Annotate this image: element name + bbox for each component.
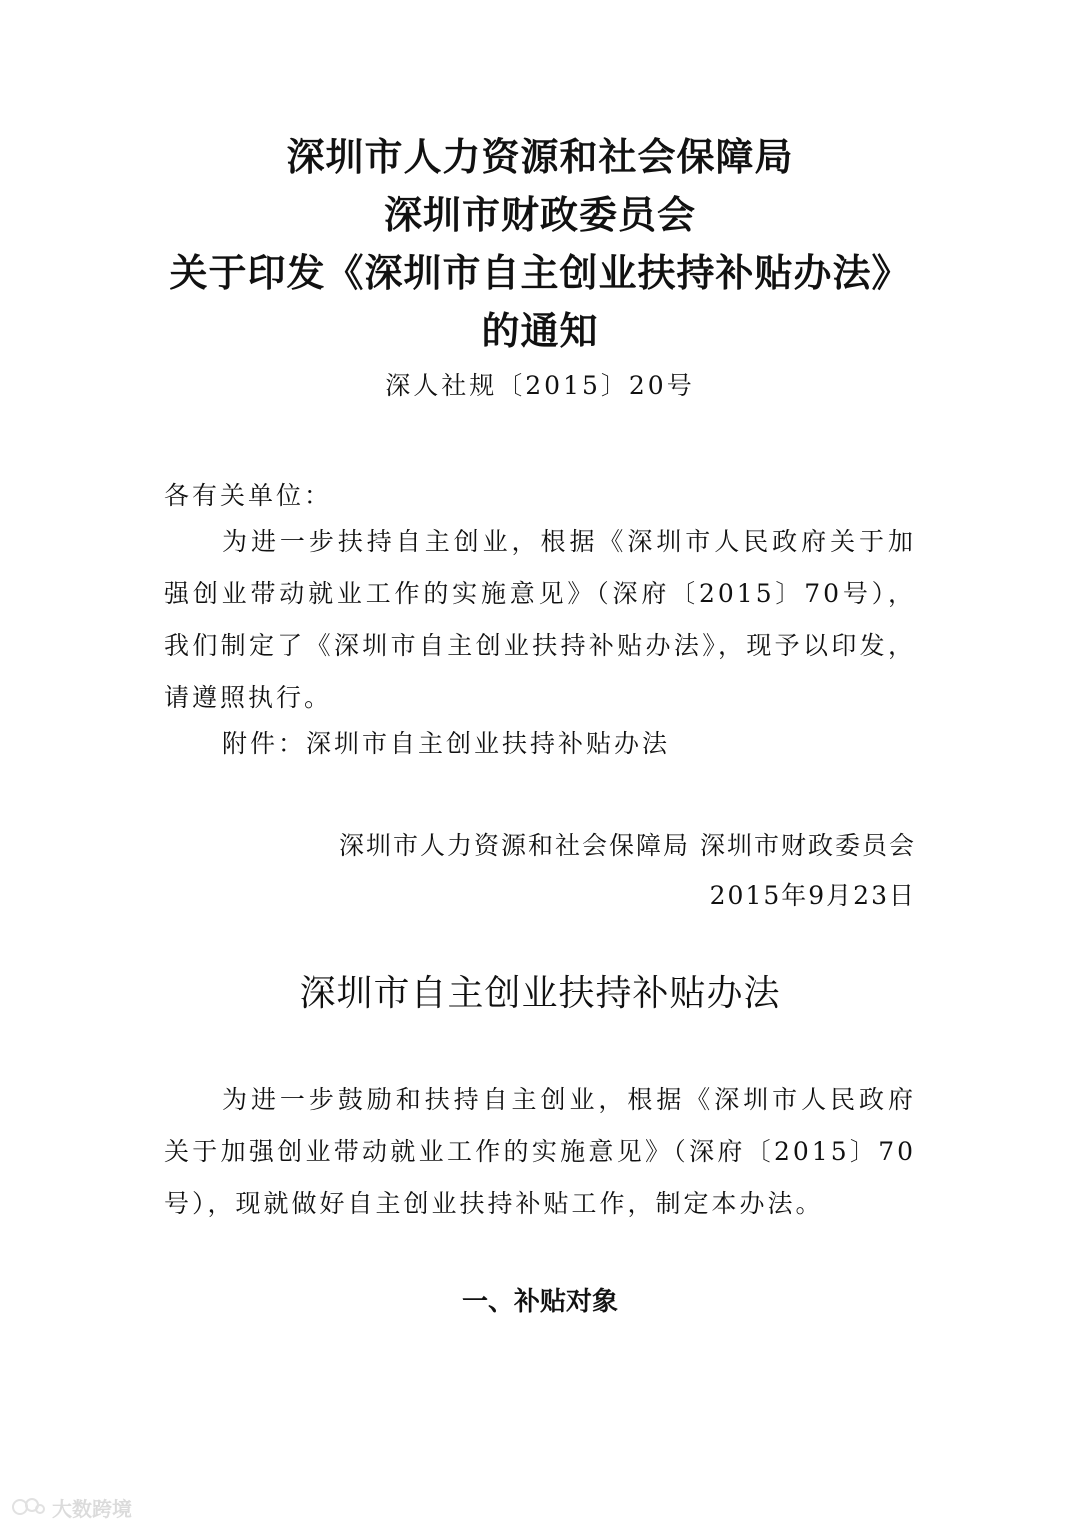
notice-title xyxy=(0,128,1080,360)
watermark xyxy=(12,1494,132,1520)
notice-paragraph: 为进一步扶持自主创业，根据《深圳市人民政府关于加强创业带动就业工作的实施意见》（深府〔2015〕70号），我们制定了《深圳市自主创业扶持补贴办法》，现予以印发，请遵照执行。 xyxy=(164,527,916,712)
signature-organizations: 深圳市人力资源和社会保障局 深圳市财政委员会 xyxy=(339,831,916,860)
notice-title-line-3: 关于印发《深圳市自主创业扶持补贴办法》 xyxy=(169,251,911,295)
section-heading-subsidy-targets: 一、补贴对象 xyxy=(461,1287,618,1317)
measures-title: 深圳市自主创业扶持补贴办法 xyxy=(299,973,781,1014)
document-number: 深人社规〔2015〕20号 xyxy=(385,371,695,400)
watermark-text: 大数跨境 xyxy=(52,1496,132,1521)
salutation: 各有关单位： xyxy=(164,481,333,510)
measures-intro-paragraph: 为进一步鼓励和扶持自主创业，根据《深圳市人民政府关于加强创业带动就业工作的实施意见》（深府〔2015〕70号），现就做好自主创业扶持补贴工作，制定本办法。 xyxy=(164,1085,916,1218)
notice-title-line-1: 深圳市人力资源和社会保障局 xyxy=(286,135,794,179)
attachment-line: 附件：深圳市自主创业扶持补贴办法 xyxy=(222,729,671,758)
signature-date: 2015年9月23日 xyxy=(709,881,916,910)
chat-bubble-logo-icon xyxy=(12,1496,46,1518)
notice-title-line-2: 深圳市财政委员会 xyxy=(383,193,696,237)
notice-title-line-4: 的通知 xyxy=(481,309,599,353)
